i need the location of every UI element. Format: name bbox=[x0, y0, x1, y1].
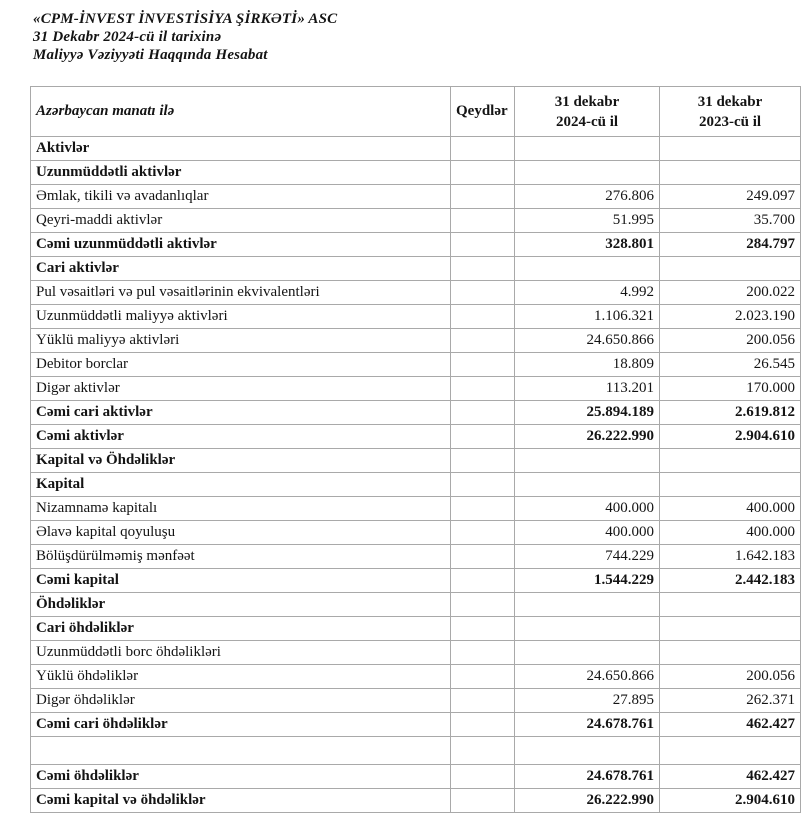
row-notes-cell bbox=[451, 789, 515, 813]
company-name: «CPM-İNVEST İNVESTİSİYA ŞİRKƏTİ» ASC bbox=[33, 11, 338, 27]
row-value-2023: 2.442.183 bbox=[660, 569, 801, 593]
row-value-2024: 26.222.990 bbox=[515, 425, 660, 449]
row-value-2023: 262.371 bbox=[660, 689, 801, 713]
table-head bbox=[31, 87, 801, 137]
table-row bbox=[31, 737, 801, 765]
row-value-2024: 328.801 bbox=[515, 233, 660, 257]
table-row bbox=[31, 789, 801, 813]
row-notes-cell bbox=[451, 665, 515, 689]
row-value-2023: 284.797 bbox=[660, 233, 801, 257]
table-row bbox=[31, 353, 801, 377]
table-row bbox=[31, 569, 801, 593]
row-notes-cell bbox=[451, 209, 515, 233]
row-value-2023: 249.097 bbox=[660, 185, 801, 209]
row-label: Cari öhdəliklər bbox=[31, 617, 451, 641]
row-value-2024: 400.000 bbox=[515, 497, 660, 521]
row-label: Cəmi cari aktivlər bbox=[31, 401, 451, 425]
row-notes-cell bbox=[451, 521, 515, 545]
row-notes-cell bbox=[451, 329, 515, 353]
row-value-2024 bbox=[515, 593, 660, 617]
table-row bbox=[31, 305, 801, 329]
row-notes-cell bbox=[451, 713, 515, 737]
table-row bbox=[31, 257, 801, 281]
column-header-currency: Azərbaycan manatı ilə bbox=[31, 87, 451, 137]
row-value-2023 bbox=[660, 257, 801, 281]
row-value-2023 bbox=[660, 137, 801, 161]
row-value-2024 bbox=[515, 473, 660, 497]
row-value-2024 bbox=[515, 257, 660, 281]
row-value-2024: 24.650.866 bbox=[515, 329, 660, 353]
row-value-2024: 24.678.761 bbox=[515, 765, 660, 789]
row-value-2023 bbox=[660, 617, 801, 641]
row-value-2023 bbox=[660, 161, 801, 185]
table-row bbox=[31, 617, 801, 641]
row-value-2024 bbox=[515, 449, 660, 473]
row-label: Uzunmüddətli aktivlər bbox=[31, 161, 451, 185]
row-value-2024: 18.809 bbox=[515, 353, 660, 377]
balance-sheet-table bbox=[30, 86, 801, 813]
row-value-2024: 26.222.990 bbox=[515, 789, 660, 813]
table-row bbox=[31, 593, 801, 617]
row-value-2024 bbox=[515, 161, 660, 185]
row-notes-cell bbox=[451, 593, 515, 617]
table-row bbox=[31, 281, 801, 305]
row-value-2024: 400.000 bbox=[515, 521, 660, 545]
row-label: Bölüşdürülməmiş mənfəət bbox=[31, 545, 451, 569]
row-label: Kapital və Öhdəliklər bbox=[31, 449, 451, 473]
row-notes-cell bbox=[451, 185, 515, 209]
row-notes-cell bbox=[451, 641, 515, 665]
row-notes-cell bbox=[451, 497, 515, 521]
row-value-2023: 170.000 bbox=[660, 377, 801, 401]
table-row bbox=[31, 713, 801, 737]
row-notes-cell bbox=[451, 137, 515, 161]
row-value-2023 bbox=[660, 641, 801, 665]
row-label: Kapital bbox=[31, 473, 451, 497]
row-label: Cari aktivlər bbox=[31, 257, 451, 281]
row-value-2023: 200.022 bbox=[660, 281, 801, 305]
row-value-2024: 25.894.189 bbox=[515, 401, 660, 425]
row-notes-cell bbox=[451, 689, 515, 713]
table-row bbox=[31, 473, 801, 497]
row-value-2024: 24.650.866 bbox=[515, 665, 660, 689]
column-header-2024-line1: 31 dekabr bbox=[554, 93, 620, 110]
table-row bbox=[31, 665, 801, 689]
row-notes-cell bbox=[451, 473, 515, 497]
table-row bbox=[31, 449, 801, 473]
column-header-2023-line1: 31 dekabr bbox=[697, 93, 763, 110]
report-title: Maliyyə Vəziyyəti Haqqında Hesabat bbox=[33, 47, 268, 63]
row-value-2023: 1.642.183 bbox=[660, 545, 801, 569]
report-date-line: 31 Dekabr 2024-cü il tarixinə bbox=[33, 29, 222, 45]
row-notes-cell bbox=[451, 569, 515, 593]
column-header-notes: Qeydlər bbox=[451, 87, 515, 137]
row-value-2023: 2.023.190 bbox=[660, 305, 801, 329]
table-row bbox=[31, 209, 801, 233]
table-row bbox=[31, 137, 801, 161]
row-notes-cell bbox=[451, 737, 515, 765]
row-value-2023 bbox=[660, 473, 801, 497]
row-label: Öhdəliklər bbox=[31, 593, 451, 617]
row-value-2023: 2.904.610 bbox=[660, 425, 801, 449]
row-notes-cell bbox=[451, 617, 515, 641]
row-value-2024: 4.992 bbox=[515, 281, 660, 305]
row-value-2024: 113.201 bbox=[515, 377, 660, 401]
row-notes-cell bbox=[451, 305, 515, 329]
row-notes-cell bbox=[451, 257, 515, 281]
row-notes-cell bbox=[451, 233, 515, 257]
row-value-2024: 27.895 bbox=[515, 689, 660, 713]
row-value-2023: 200.056 bbox=[660, 665, 801, 689]
column-header-2023-line2: 2023-cü il bbox=[698, 113, 762, 130]
row-value-2023: 400.000 bbox=[660, 521, 801, 545]
table-row bbox=[31, 161, 801, 185]
row-value-2023: 462.427 bbox=[660, 765, 801, 789]
row-notes-cell bbox=[451, 425, 515, 449]
row-value-2023: 2.619.812 bbox=[660, 401, 801, 425]
row-label: Uzunmüddətli borc öhdəlikləri bbox=[31, 641, 451, 665]
row-value-2023: 35.700 bbox=[660, 209, 801, 233]
row-value-2024 bbox=[515, 137, 660, 161]
row-label: Cəmi uzunmüddətli aktivlər bbox=[31, 233, 451, 257]
row-notes-cell bbox=[451, 377, 515, 401]
row-notes-cell bbox=[451, 401, 515, 425]
column-header-2024-line2: 2024-cü il bbox=[555, 113, 619, 130]
row-label: Yüklü maliyyə aktivləri bbox=[31, 329, 451, 353]
table-row bbox=[31, 689, 801, 713]
row-value-2024 bbox=[515, 737, 660, 765]
row-value-2024 bbox=[515, 617, 660, 641]
row-value-2024: 24.678.761 bbox=[515, 713, 660, 737]
row-label: Digər öhdəliklər bbox=[31, 689, 451, 713]
table-row bbox=[31, 377, 801, 401]
row-notes-cell bbox=[451, 449, 515, 473]
table-row bbox=[31, 329, 801, 353]
column-header-2023 bbox=[660, 87, 801, 137]
row-value-2024: 276.806 bbox=[515, 185, 660, 209]
table-row bbox=[31, 185, 801, 209]
row-value-2023: 200.056 bbox=[660, 329, 801, 353]
row-value-2023: 462.427 bbox=[660, 713, 801, 737]
column-header-2024 bbox=[515, 87, 660, 137]
row-value-2023: 2.904.610 bbox=[660, 789, 801, 813]
row-value-2023 bbox=[660, 593, 801, 617]
table-row bbox=[31, 401, 801, 425]
row-value-2024 bbox=[515, 641, 660, 665]
table-row bbox=[31, 765, 801, 789]
table-row bbox=[31, 521, 801, 545]
row-label: Aktivlər bbox=[31, 137, 451, 161]
table-header-row bbox=[31, 87, 801, 137]
table-row bbox=[31, 425, 801, 449]
row-value-2024: 1.106.321 bbox=[515, 305, 660, 329]
row-value-2024: 51.995 bbox=[515, 209, 660, 233]
row-label: Əmlak, tikili və avadanlıqlar bbox=[31, 185, 451, 209]
row-label: Cəmi cari öhdəliklər bbox=[31, 713, 451, 737]
row-notes-cell bbox=[451, 353, 515, 377]
row-label bbox=[31, 737, 451, 765]
row-value-2023 bbox=[660, 737, 801, 765]
row-value-2024: 1.544.229 bbox=[515, 569, 660, 593]
row-label: Cəmi kapital bbox=[31, 569, 451, 593]
row-label: Nizamnamə kapitalı bbox=[31, 497, 451, 521]
row-notes-cell bbox=[451, 161, 515, 185]
row-notes-cell bbox=[451, 281, 515, 305]
table-row bbox=[31, 233, 801, 257]
row-notes-cell bbox=[451, 545, 515, 569]
row-notes-cell bbox=[451, 765, 515, 789]
document-header bbox=[33, 10, 802, 64]
row-label: Cəmi aktivlər bbox=[31, 425, 451, 449]
row-label: Digər aktivlər bbox=[31, 377, 451, 401]
row-value-2023 bbox=[660, 449, 801, 473]
table-row bbox=[31, 641, 801, 665]
row-label: Cəmi kapital və öhdəliklər bbox=[31, 789, 451, 813]
row-label: Əlavə kapital qoyuluşu bbox=[31, 521, 451, 545]
row-label: Yüklü öhdəliklər bbox=[31, 665, 451, 689]
row-value-2023: 26.545 bbox=[660, 353, 801, 377]
row-label: Qeyri-maddi aktivlər bbox=[31, 209, 451, 233]
row-label: Pul vəsaitləri və pul vəsaitlərinin ekvivalentləri bbox=[31, 281, 451, 305]
table-row bbox=[31, 497, 801, 521]
balance-sheet-body bbox=[31, 137, 801, 813]
row-label: Cəmi öhdəliklər bbox=[31, 765, 451, 789]
table-row bbox=[31, 545, 801, 569]
row-label: Uzunmüddətli maliyyə aktivləri bbox=[31, 305, 451, 329]
row-value-2023: 400.000 bbox=[660, 497, 801, 521]
row-value-2024: 744.229 bbox=[515, 545, 660, 569]
row-label: Debitor borclar bbox=[31, 353, 451, 377]
